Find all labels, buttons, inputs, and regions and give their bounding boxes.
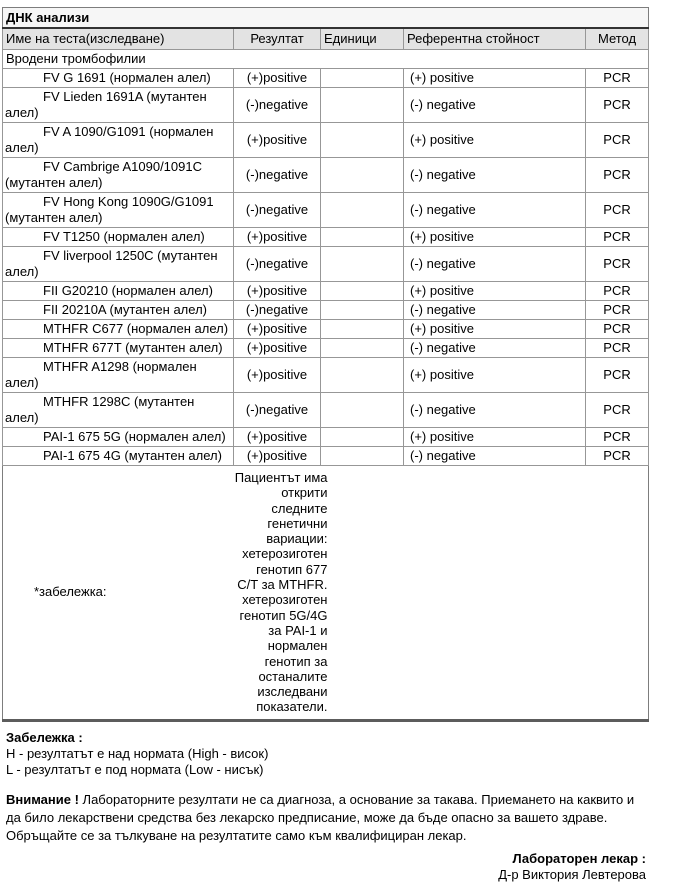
method-cell: PCR xyxy=(586,447,649,466)
reference-cell: (-) negative xyxy=(404,247,586,282)
result-cell: (-)negative xyxy=(234,301,321,320)
dna-analysis-table xyxy=(2,7,649,722)
test-name-cell: MTHFR C677 (нормален алел) xyxy=(3,320,234,339)
test-name-cell: FV liverpool 1250C (мутантен алел) xyxy=(3,247,234,282)
test-result-row xyxy=(3,247,649,282)
result-cell: (+)positive xyxy=(234,320,321,339)
col-header-test-name: Име на теста(изследване) xyxy=(3,28,234,50)
method-cell: PCR xyxy=(586,282,649,301)
result-cell: (-)negative xyxy=(234,88,321,123)
test-name-cell: MTHFR A1298 (нормален алел) xyxy=(3,358,234,393)
note-label: *забележка: xyxy=(3,466,234,721)
test-name-cell: FV T1250 (нормален алел) xyxy=(3,228,234,247)
reference-cell: (-) negative xyxy=(404,301,586,320)
result-cell: (-)negative xyxy=(234,393,321,428)
test-name-cell: FII G20210 (нормален алел) xyxy=(3,282,234,301)
method-cell: PCR xyxy=(586,158,649,193)
result-cell: (-)negative xyxy=(234,158,321,193)
test-result-row xyxy=(3,193,649,228)
test-result-row xyxy=(3,301,649,320)
reference-cell: (+) positive xyxy=(404,69,586,88)
method-cell: PCR xyxy=(586,193,649,228)
result-cell: (-)negative xyxy=(234,193,321,228)
reference-cell: (-) negative xyxy=(404,393,586,428)
reference-cell: (-) negative xyxy=(404,88,586,123)
result-cell: (-)negative xyxy=(234,247,321,282)
method-cell: PCR xyxy=(586,88,649,123)
reference-cell: (+) positive xyxy=(404,123,586,158)
method-cell: PCR xyxy=(586,247,649,282)
reference-cell: (-) negative xyxy=(404,193,586,228)
units-cell xyxy=(321,88,404,123)
group-header-row xyxy=(3,50,649,69)
test-result-row xyxy=(3,123,649,158)
table-title: ДНК анализи xyxy=(3,8,649,29)
test-name-cell: FII 20210A (мутантен алел) xyxy=(3,301,234,320)
test-name-cell: FV Hong Kong 1090G/G1091 (мутантен алел) xyxy=(3,193,234,228)
result-cell: (+)positive xyxy=(234,123,321,158)
result-cell: (+)positive xyxy=(234,358,321,393)
method-cell: PCR xyxy=(586,358,649,393)
method-cell: PCR xyxy=(586,228,649,247)
units-cell xyxy=(321,428,404,447)
units-cell xyxy=(321,447,404,466)
result-cell: (+)positive xyxy=(234,447,321,466)
test-result-row xyxy=(3,447,649,466)
units-cell xyxy=(321,301,404,320)
units-cell xyxy=(321,320,404,339)
units-cell xyxy=(321,358,404,393)
units-cell xyxy=(321,228,404,247)
method-cell: PCR xyxy=(586,320,649,339)
units-cell xyxy=(321,123,404,158)
remark-line-low: L - резултатът е под нормата (Low - нисък) xyxy=(6,761,264,777)
test-result-row xyxy=(3,339,649,358)
test-result-row xyxy=(3,393,649,428)
test-name-cell: FV Cambrige A1090/1091C (мутантен алел) xyxy=(3,158,234,193)
units-cell xyxy=(321,247,404,282)
result-cell: (+)positive xyxy=(234,339,321,358)
doctor-name: Д-р Виктория Левтерова xyxy=(498,866,646,882)
result-cell: (+)positive xyxy=(234,228,321,247)
warning-label: Внимание ! xyxy=(6,791,79,807)
method-cell: PCR xyxy=(586,393,649,428)
method-cell: PCR xyxy=(586,301,649,320)
method-cell: PCR xyxy=(586,339,649,358)
test-result-row xyxy=(3,320,649,339)
reference-cell: (-) negative xyxy=(404,339,586,358)
method-cell: PCR xyxy=(586,69,649,88)
reference-cell: (-) negative xyxy=(404,158,586,193)
test-result-row xyxy=(3,228,649,247)
remark-line-high: H - резултатът е над нормата (High - висок) xyxy=(6,745,269,761)
test-result-row xyxy=(3,428,649,447)
test-name-cell: FV A 1090/G1091 (нормален алел) xyxy=(3,123,234,158)
warning-paragraph xyxy=(6,791,640,845)
reference-cell: (+) positive xyxy=(404,320,586,339)
note-text: Пациентът има открити следните генетични вариации: хетерозиготен генотип 677 C/T за MTHFR. хетерозиготен генотип 5G/4G за PAI-1 и нормален генотип за останалите изследвани показатели. xyxy=(234,470,328,715)
report-footer xyxy=(6,730,666,883)
note-row xyxy=(3,466,649,721)
result-cell: (+)positive xyxy=(234,69,321,88)
test-name-cell: PAI-1 675 5G (нормален алел) xyxy=(3,428,234,447)
test-name-cell: FV Lieden 1691A (мутантен алел) xyxy=(3,88,234,123)
method-cell: PCR xyxy=(586,123,649,158)
group-header: Вродени тромбофилии xyxy=(3,50,649,69)
test-name-cell: FV G 1691 (нормален алел) xyxy=(3,69,234,88)
col-header-reference: Референтна стойност xyxy=(404,28,586,50)
reference-cell: (+) positive xyxy=(404,358,586,393)
units-cell xyxy=(321,193,404,228)
test-result-row xyxy=(3,282,649,301)
warning-text: Лабораторните резултати не са диагноза, а основание за такава. Приемането на каквито и да било лекарствени средства без лекарско предписание, може да бъде опасно за вашето здраве. Обръщайте се за тълкуване на резултатите само към квалифициран лекар. xyxy=(6,791,635,843)
remark-heading: Забележка : xyxy=(6,729,83,745)
table-title-row xyxy=(3,8,649,29)
test-name-cell: MTHFR 677T (мутантен алел) xyxy=(3,339,234,358)
reference-cell: (-) negative xyxy=(404,447,586,466)
reference-cell: (+) positive xyxy=(404,228,586,247)
reference-cell: (+) positive xyxy=(404,428,586,447)
reference-cell: (+) positive xyxy=(404,282,586,301)
col-header-result: Резултат xyxy=(234,28,321,50)
test-name-cell: PAI-1 675 4G (мутантен алел) xyxy=(3,447,234,466)
column-header-row xyxy=(3,28,649,50)
method-cell: PCR xyxy=(586,428,649,447)
test-result-row xyxy=(3,69,649,88)
col-header-units: Единици xyxy=(321,28,404,50)
units-cell xyxy=(321,282,404,301)
units-cell xyxy=(321,339,404,358)
units-cell xyxy=(321,158,404,193)
col-header-method: Метод xyxy=(586,28,649,50)
signature-block xyxy=(6,850,646,883)
units-cell xyxy=(321,393,404,428)
test-result-row xyxy=(3,158,649,193)
doctor-label: Лабораторен лекар : xyxy=(512,850,646,866)
test-result-row xyxy=(3,358,649,393)
test-result-row xyxy=(3,88,649,123)
test-name-cell: MTHFR 1298C (мутантен алел) xyxy=(3,393,234,428)
result-cell: (+)positive xyxy=(234,428,321,447)
result-cell: (+)positive xyxy=(234,282,321,301)
units-cell xyxy=(321,69,404,88)
